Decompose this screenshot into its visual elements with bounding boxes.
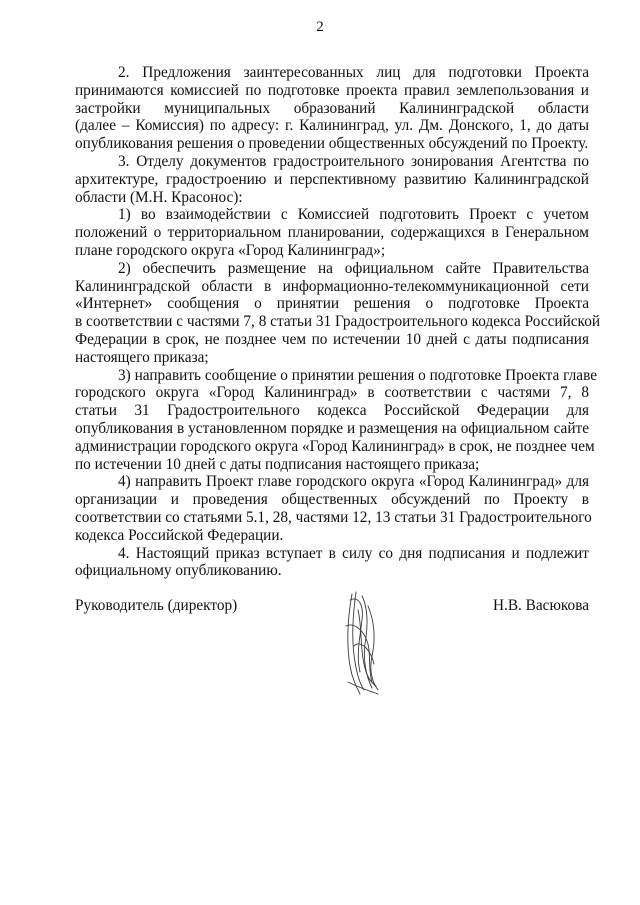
text-line: опубликования в установленном порядке и размещения на официальном сайте xyxy=(75,419,589,437)
text-line: Федерации в срок, не позднее чем по истечении 10 дней с даты подписания xyxy=(75,330,589,348)
text-line: застройки муниципальных образований Калининградской области xyxy=(75,99,589,117)
signature-block xyxy=(75,596,589,616)
text-line: в соответствии с частями 7, 8 статьи 31 Градостроительного кодекса Российской xyxy=(75,313,601,331)
text-line: 2. Предложения заинтересованных лиц для подготовки Проекта xyxy=(118,64,589,81)
text-line: 4. Настоящий приказ вступает в силу со дня подписания и подлежит xyxy=(118,544,589,562)
text-line: 2) обеспечить размещение на официальном сайте Правительства xyxy=(118,259,589,277)
text-line: Калининградской области в информационно-телекоммуникационной сети xyxy=(75,277,589,295)
text-line: 4) направить Проект главе городского округа «Город Калининград» для xyxy=(118,473,589,491)
text-line: официальному опубликованию. xyxy=(75,562,282,580)
text-line: опубликования решения о проведении общественных обсуждений по Проекту. xyxy=(75,135,589,153)
text-line: плане городского округа «Город Калининград»; xyxy=(75,241,386,259)
text-line: (далее – Комиссия) по адресу: г. Калининград, ул. Дм. Донского, 1, до даты xyxy=(75,117,589,135)
text-line: городского округа «Город Калининград» в соответствии с частями 7, 8 xyxy=(75,384,589,402)
text-line: области (М.Н. Красонос): xyxy=(75,188,243,206)
text-line: 3. Отделу документов градостроительного зонирования Агентства по xyxy=(118,152,589,170)
signatory-role: Руководитель (директор) xyxy=(75,597,238,614)
signatory-name: Н.В. Васюкова xyxy=(492,597,589,614)
text-line: положений о территориальном планировании, содержащихся в Генеральном xyxy=(75,224,589,242)
text-line: 3) направить сообщение о принятии решения о подготовке Проекта главе xyxy=(118,366,598,384)
text-line: 1) во взаимодействии с Комиссией подготовить Проект с учетом xyxy=(118,206,589,224)
text-line: по истечении 10 дней с даты подписания настоящего приказа; xyxy=(75,455,480,473)
text-line: архитектуре, градостроению и перспективному развитию Калининградской xyxy=(75,170,589,188)
text-line: администрации городского округа «Город Калининград» в срок, не позднее чем xyxy=(75,437,595,455)
text-line: статьи 31 Градостроительного кодекса Российской Федерации для xyxy=(75,402,589,420)
document-body xyxy=(75,64,601,580)
text-line: кодекса Российской Федерации. xyxy=(75,526,284,544)
text-line: соответствии со статьями 5.1, 28, частями 12, 13 статьи 31 Градостроительного xyxy=(75,508,592,526)
page-number: 2 xyxy=(316,19,324,35)
text-line: настоящего приказа; xyxy=(75,348,209,366)
text-line: принимаются комиссией по подготовке проекта правил землепользования и xyxy=(75,81,589,99)
text-line: организации и проведения общественных обсуждений по Проекту в xyxy=(75,491,589,509)
text-line: «Интернет» сообщения о принятии решения о подготовке Проекта xyxy=(75,295,589,313)
handwritten-signature xyxy=(338,586,390,701)
